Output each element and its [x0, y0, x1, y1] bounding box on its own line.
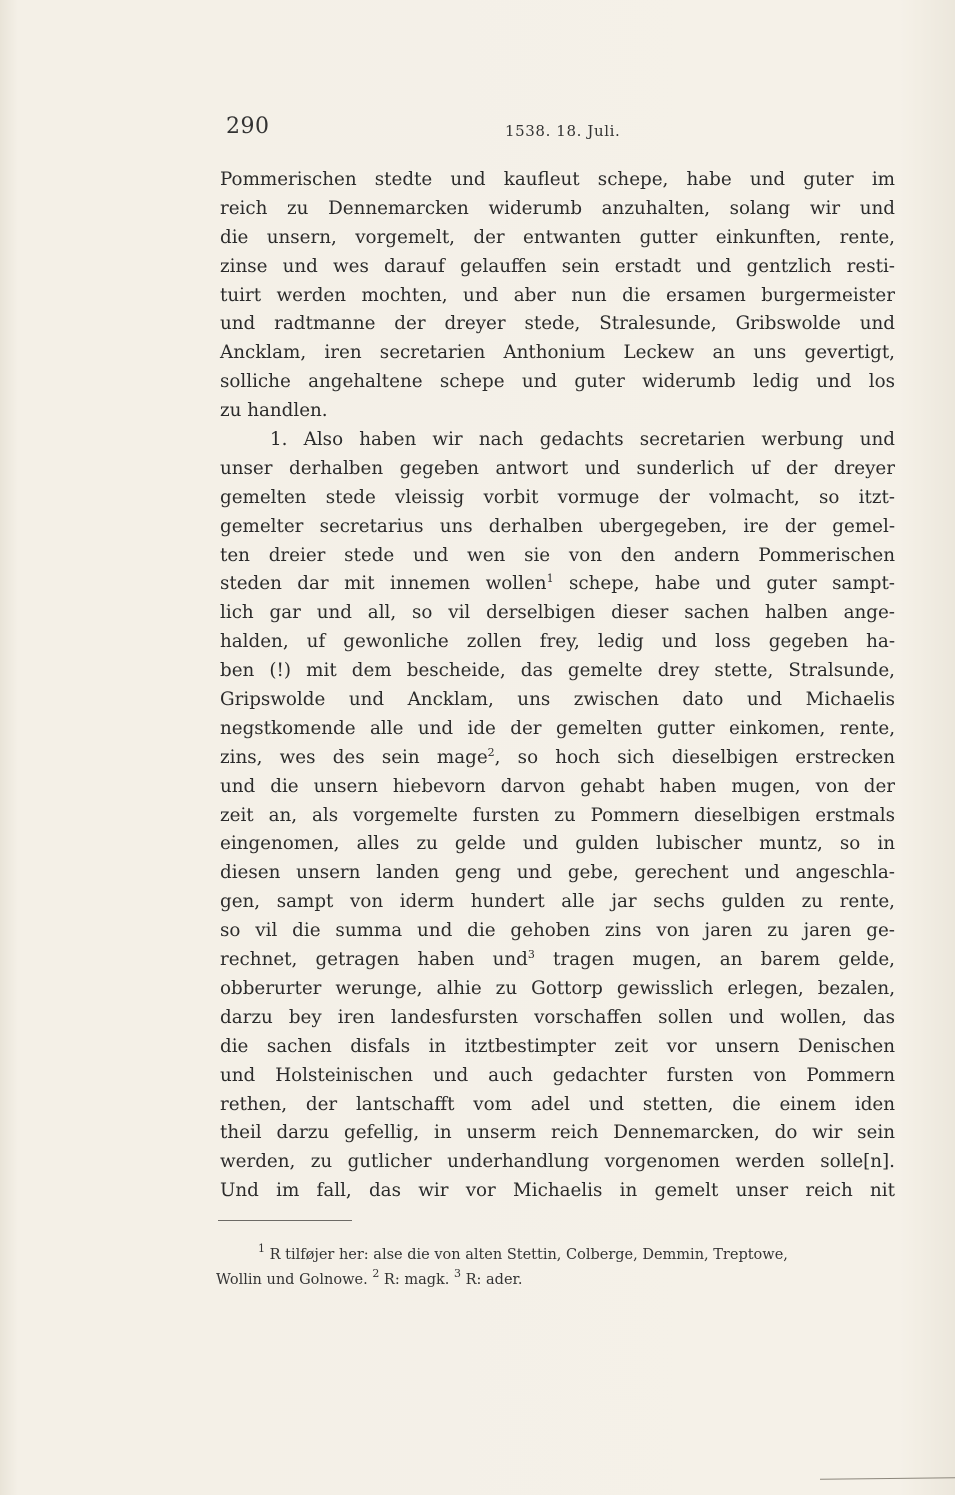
text-line: zinse und wes darauf gelauffen sein erstadt und gentzlich resti- [220, 255, 895, 277]
text-fragment: , so hoch sich dieselbigen erstrecken [494, 746, 895, 768]
page-number: 290 [226, 114, 270, 139]
text-line: gemelten stede vleissig vorbit vormuge der volmacht, so itzt- [220, 486, 895, 508]
text-line-with-footnote [220, 744, 895, 773]
text-line: tuirt werden mochten, und aber nun die ersamen burgermeister [220, 284, 895, 306]
text-fragment: zins, wes des sein mage [220, 746, 488, 768]
text-line: und Holsteinischen und auch gedachter fursten von Pommern [220, 1064, 895, 1086]
main-text [220, 166, 895, 1206]
footnote-1 [216, 1243, 896, 1268]
text-fragment: steden dar mit innemen wollen [220, 573, 547, 595]
footnotes [216, 1243, 896, 1293]
text-line: zeit an, als vorgemelte fursten zu Pommern dieselbigen erstmals [220, 804, 895, 826]
text-line-with-footnote [220, 570, 895, 599]
page-header [222, 114, 902, 144]
text-line: so vil die summa und die gehoben zins von jaren zu jaren ge- [220, 920, 895, 942]
text-line: obberurter werunge, alhie zu Gottorp gewisslich erlegen, bezalen, [220, 977, 895, 999]
text-line: solliche angehaltene schepe und guter widerumb ledig und los [220, 371, 895, 393]
footnote-line-2 [216, 1268, 896, 1293]
text-line: werden, zu gutlicher underhandlung vorgenomen werden solle[n]. [220, 1151, 895, 1173]
text-line: diesen unsern landen geng und gebe, gerechent und angeschla- [220, 862, 895, 884]
text-fragment: rechnet, getragen haben und [220, 949, 528, 971]
text-line: Pommerischen stedte und kaufleut schepe, habe und guter im [220, 169, 895, 190]
text-line: negstkomende alle und ide der gemelten gutter einkomen, rente, [220, 717, 895, 739]
text-line: gen, sampt von iderm hundert alle jar sechs gulden zu rente, [220, 891, 895, 913]
text-line: und die unsern hiebevorn darvon gehabt haben mugen, von der [220, 775, 895, 797]
text-line: Gripswolde und Ancklam, uns zwischen dato und Michaelis [220, 689, 895, 711]
text-line-with-footnote [220, 946, 895, 975]
text-line: ben (!) mit dem bescheide, das gemelte drey stette, Stralsunde, [220, 660, 895, 682]
text-line: reich zu Dennemarcken widerumb anzuhalten, solang wir und [220, 197, 895, 219]
footnote-text: Wollin und Golnowe. [216, 1272, 368, 1288]
text-line: halden, uf gewonliche zollen frey, ledig und loss gegeben ha- [220, 631, 895, 653]
footnote-ref-2: 2 [487, 745, 495, 759]
text-line: theil darzu gefellig, in unserm reich Dennemarcken, do wir sein [220, 1122, 895, 1144]
text-fragment: schepe, habe und guter sampt- [553, 573, 895, 595]
text-line: die sachen disfals in itztbestimpter zeit vor unsern Denischen [220, 1035, 895, 1057]
footnote-divider [218, 1220, 352, 1221]
running-head-date: 1538. 18. Juli. [505, 122, 621, 140]
footnote-ref-1: 1 [546, 572, 554, 586]
paragraph-1-start: 1. Also haben wir nach gedachts secretarien werbung und [270, 429, 895, 451]
footnote-ref-3: 3 [527, 948, 535, 962]
text-line: rethen, der lantschafft vom adel und stetten, die einem iden [220, 1093, 895, 1115]
footnote-text: R tilføjer her: alse die von alten Stettin, Colberge, Demmin, Treptowe, [269, 1247, 788, 1263]
text-line: Und im fall, das wir vor Michaelis in gemelt unser reich nit [220, 1180, 895, 1202]
footnote-text: R: ader. [461, 1272, 523, 1288]
footnote-mark-3: 3 [454, 1267, 462, 1280]
text-line: eingenomen, alles zu gelde und gulden lubischer muntz, so in [220, 833, 895, 855]
text-line: ten dreier stede und wen sie von den andern Pommerischen [220, 544, 895, 566]
text-line: zu handlen. [220, 400, 328, 422]
text-line: darzu bey iren landesfursten vorschaffen sollen und wollen, das [220, 1006, 895, 1028]
text-line: unser derhalben gegeben antwort und sunderlich uf der dreyer [220, 457, 895, 479]
footnote-mark-2: 2 [372, 1267, 380, 1280]
text-line: Ancklam, iren secretarien Anthonium Leckew an uns gevertigt, [220, 342, 895, 364]
text-fragment: tragen mugen, an barem gelde, [534, 949, 895, 971]
text-line: gemelter secretarius uns derhalben ubergegeben, ire der gemel- [220, 515, 895, 537]
footnote-mark-1: 1 [258, 1242, 265, 1255]
text-line: lich gar und all, so vil derselbigen dieser sachen halben ange- [220, 602, 895, 624]
text-line: und radtmanne der dreyer stede, Stralesunde, Gribswolde und [220, 313, 895, 335]
page-edge-line [820, 1477, 955, 1479]
text-line: die unsern, vorgemelt, der entwanten gutter einkunften, rente, [220, 226, 895, 248]
footnote-text: R: magk. [379, 1272, 450, 1288]
